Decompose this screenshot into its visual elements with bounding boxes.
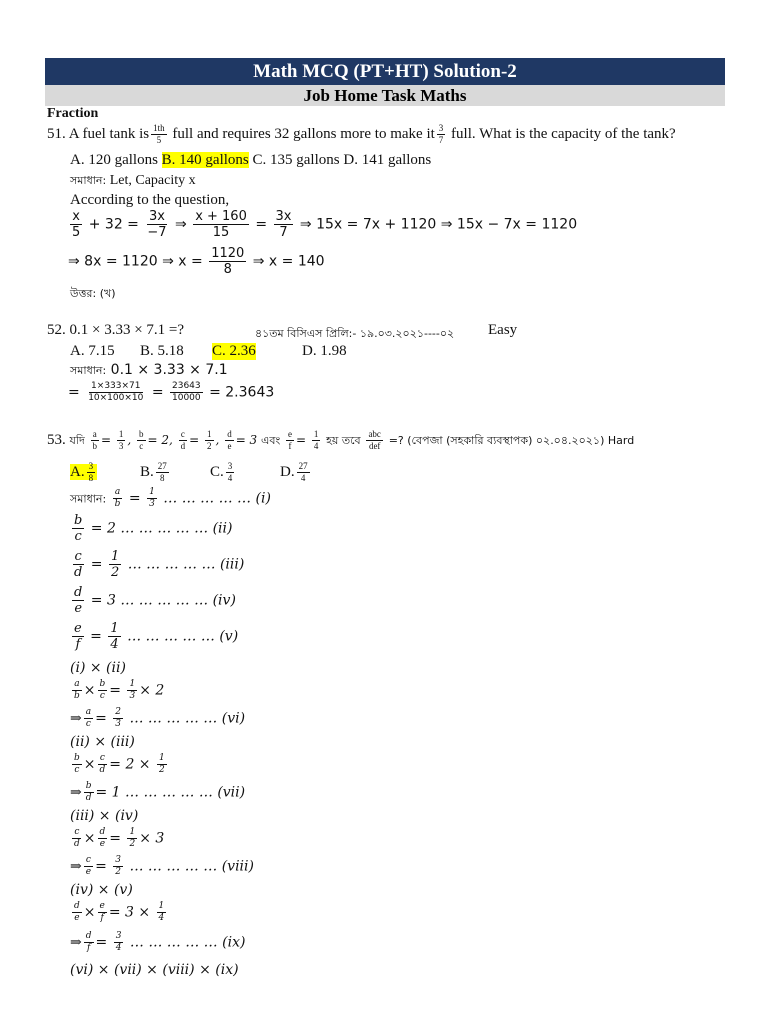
question-51-stem: 51. A fuel tank is $\frac{1th}{5}$ full and requires 32 gallons more to make it $\frac{3}{7}$ full. What is the capacity of the tank? <box>47 123 676 145</box>
question-52-stem: 52. 0.1 × 3.33 × 7.1 =? <box>47 322 185 338</box>
option-d: D. 141 gallons <box>343 152 432 168</box>
according-text: According to the question, <box>70 192 230 208</box>
q53-eq-ii: $\frac{b}{c}$ = 2 … … … … … (ii) <box>74 513 233 544</box>
q53-option-b: B. $\frac{27}{8}$ <box>140 461 167 483</box>
equation-51-line1: $\frac{x}{5}$ + 32 = $\frac{3x}{-7}$ ⇒ $\frac{x + 160}{15}$ = $\frac{3x}{7}$ ⇒ 15x = 7x + 1120 ⇒ 15x − 7x = 1120 <box>72 209 578 240</box>
q53-step-product-3: $\frac{c}{d}$ × $\frac{d}{e}$ = $\frac{1}{2}$ × 3 <box>74 827 165 849</box>
question-51-options <box>70 152 431 169</box>
q52-option-b: B. 5.18 <box>140 343 184 359</box>
q53-step-ii-iii: (ii) × (iii) <box>70 734 135 750</box>
q53-step-product-2: $\frac{b}{c}$ × $\frac{c}{d}$ = 2 × $\frac{1}{2}$ <box>74 753 165 775</box>
question-52-source: ৪১তম বিসিএস প্রিলি:- ১৯.০৩.২০২১----০২ <box>255 327 455 340</box>
q53-option-c: C. $\frac{3}{4}$ <box>210 461 233 483</box>
q53-eq-vi: ⇒ $\frac{a}{c}$ = $\frac{2}{3}$ … … … … … (vi) <box>70 707 246 729</box>
q53-eq-vii: ⇒ $\frac{b}{d}$ = 1 … … … … … (vii) <box>70 781 246 803</box>
q52-solution-line2: = $\frac{1\times 333\times 71}{10\times 100\times 10}$ = $\frac{23643}{10000}$ = 2.3643 <box>68 381 275 403</box>
option-b-correct: B. 140 gallons <box>161 152 249 168</box>
q53-step-iii-iv: (iii) × (iv) <box>70 808 139 824</box>
equation-51-line2: ⇒ 8x = 1120 ⇒ x = $\frac{1120}{8}$ ⇒ x = 140 <box>68 246 325 277</box>
q53-step-product-4: $\frac{d}{e}$ × $\frac{e}{f}$ = 3 × $\frac{1}{4}$ <box>74 901 165 923</box>
section-label: Fraction <box>47 106 99 121</box>
option-c: C. 135 gallons <box>252 152 340 168</box>
q52-option-c-correct: C. 2.36 <box>212 343 256 359</box>
q53-eq-iii: $\frac{c}{d}$ = $\frac{1}{2}$ … … … … … (iii) <box>74 549 245 580</box>
q52-solution-line1: সমাধান: 0.1 × 3.33 × 7.1 <box>70 362 228 378</box>
page-title: Math MCQ (PT+HT) Solution-2 <box>45 58 725 85</box>
q53-option-d: D. $\frac{27}{4}$ <box>280 461 308 483</box>
question-number: 51. <box>47 125 66 142</box>
fraction: $\frac{1th}{5}$ <box>153 123 165 145</box>
question-52-difficulty: Easy <box>488 322 518 338</box>
q53-eq-ix: ⇒ $\frac{d}{f}$ = $\frac{3}{4}$ … … … … … (ix) <box>70 931 246 953</box>
answer-51: উত্তর: (খ) <box>70 287 116 300</box>
question-53-stem: 53. যদি $\frac{a}{b}$ = $\frac{1}{3}$ , $\frac{b}{c}$ = 2, $\frac{c}{d}$ = $\frac{1}{2}$ , $\frac{d}{e}$ = 3 এবং $\frac{e}{f}$ = $\frac{1}{4}$ হয় তবে $\frac{\text{abc}}{\text{def}}$ =? (বেপজা (সহকারি ব্যবস্থাপক) ০২.০৪.২০২১) Hard <box>47 429 635 451</box>
page-subtitle: Job Home Task Maths <box>45 85 725 106</box>
q53-eq-viii: ⇒ $\frac{c}{e}$ = $\frac{3}{2}$ … … … … … (viii) <box>70 855 254 877</box>
q53-step-iv-v: (iv) × (v) <box>70 882 133 898</box>
q53-step-final: (vi) × (vii) × (viii) × (ix) <box>70 962 239 978</box>
q53-step-i-ii: (i) × (ii) <box>70 660 126 676</box>
q53-eq-v: $\frac{e}{f}$ = $\frac{1}{4}$ … … … … … (v) <box>74 621 239 652</box>
q53-option-a-correct: A. $\frac{3}{8}$ <box>70 462 97 483</box>
q52-option-d: D. 1.98 <box>302 343 347 359</box>
option-a: A. 120 gallons <box>70 152 158 168</box>
q53-eq-iv: $\frac{d}{e}$ = 3 … … … … … (iv) <box>74 585 236 616</box>
fraction: $\frac{3}{7}$ <box>438 123 444 145</box>
q53-step-product-1: $\frac{a}{b}$ × $\frac{b}{c}$ = $\frac{1}{3}$ × 2 <box>74 679 165 701</box>
solution-intro: সমাধান: Let, Capacity x <box>70 173 196 188</box>
q52-option-a: A. 7.15 <box>70 343 115 359</box>
q53-eq-i: সমাধান: $\frac{a}{b}$ = $\frac{1}{3}$ … … … … … (i) <box>70 487 271 509</box>
